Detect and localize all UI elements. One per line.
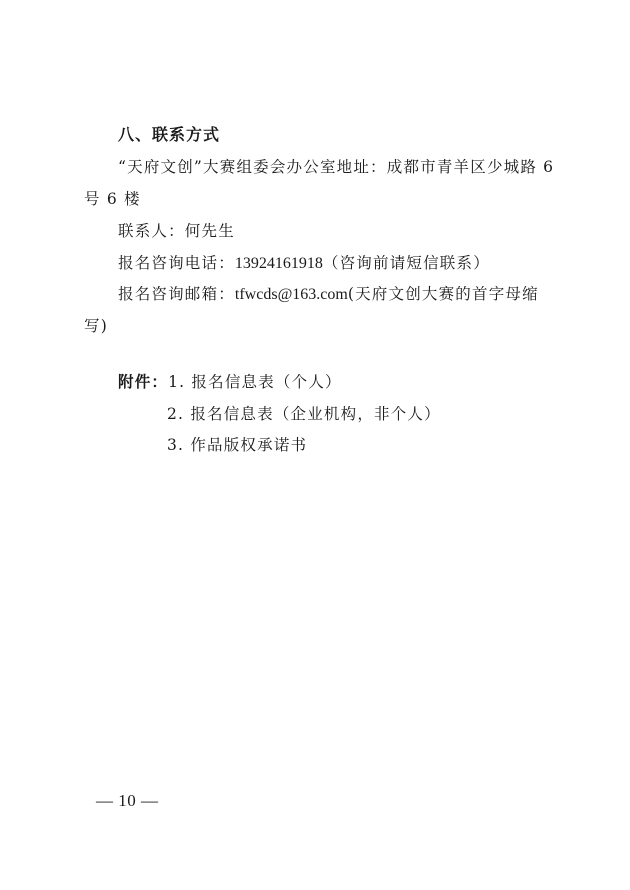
email-note: (天府文创大赛的首字母缩 <box>347 285 539 303</box>
attachments-label: 附件： <box>118 373 169 391</box>
phone-number: 13924161918 <box>234 255 323 272</box>
email-note-continued: 写) <box>84 317 108 335</box>
attachment-item-1: 1. 报名信息表（个人） <box>168 373 342 391</box>
phone-label: 报名咨询电话： <box>118 254 235 272</box>
attachment-item-3: 3. 作品版权承诺书 <box>167 436 308 454</box>
address-line-2: 号 6 楼 <box>84 190 141 208</box>
email-label: 报名咨询邮箱： <box>118 285 235 303</box>
contact-person: 联系人：何先生 <box>118 222 235 240</box>
page-number: — 10 — <box>96 791 159 810</box>
phone-line <box>118 253 490 274</box>
email-address: tfwcds@163.com <box>234 286 348 303</box>
email-line <box>118 284 539 305</box>
address-line-1: “天府文创”大赛组委会办公室地址：成都市青羊区少城路 6 <box>118 158 555 176</box>
phone-note: （咨询前请短信联系） <box>322 254 490 272</box>
attachments-first-line <box>118 372 342 392</box>
section-heading: 八、联系方式 <box>118 125 221 144</box>
attachment-item-2: 2. 报名信息表（企业机构，非个人） <box>167 405 441 423</box>
